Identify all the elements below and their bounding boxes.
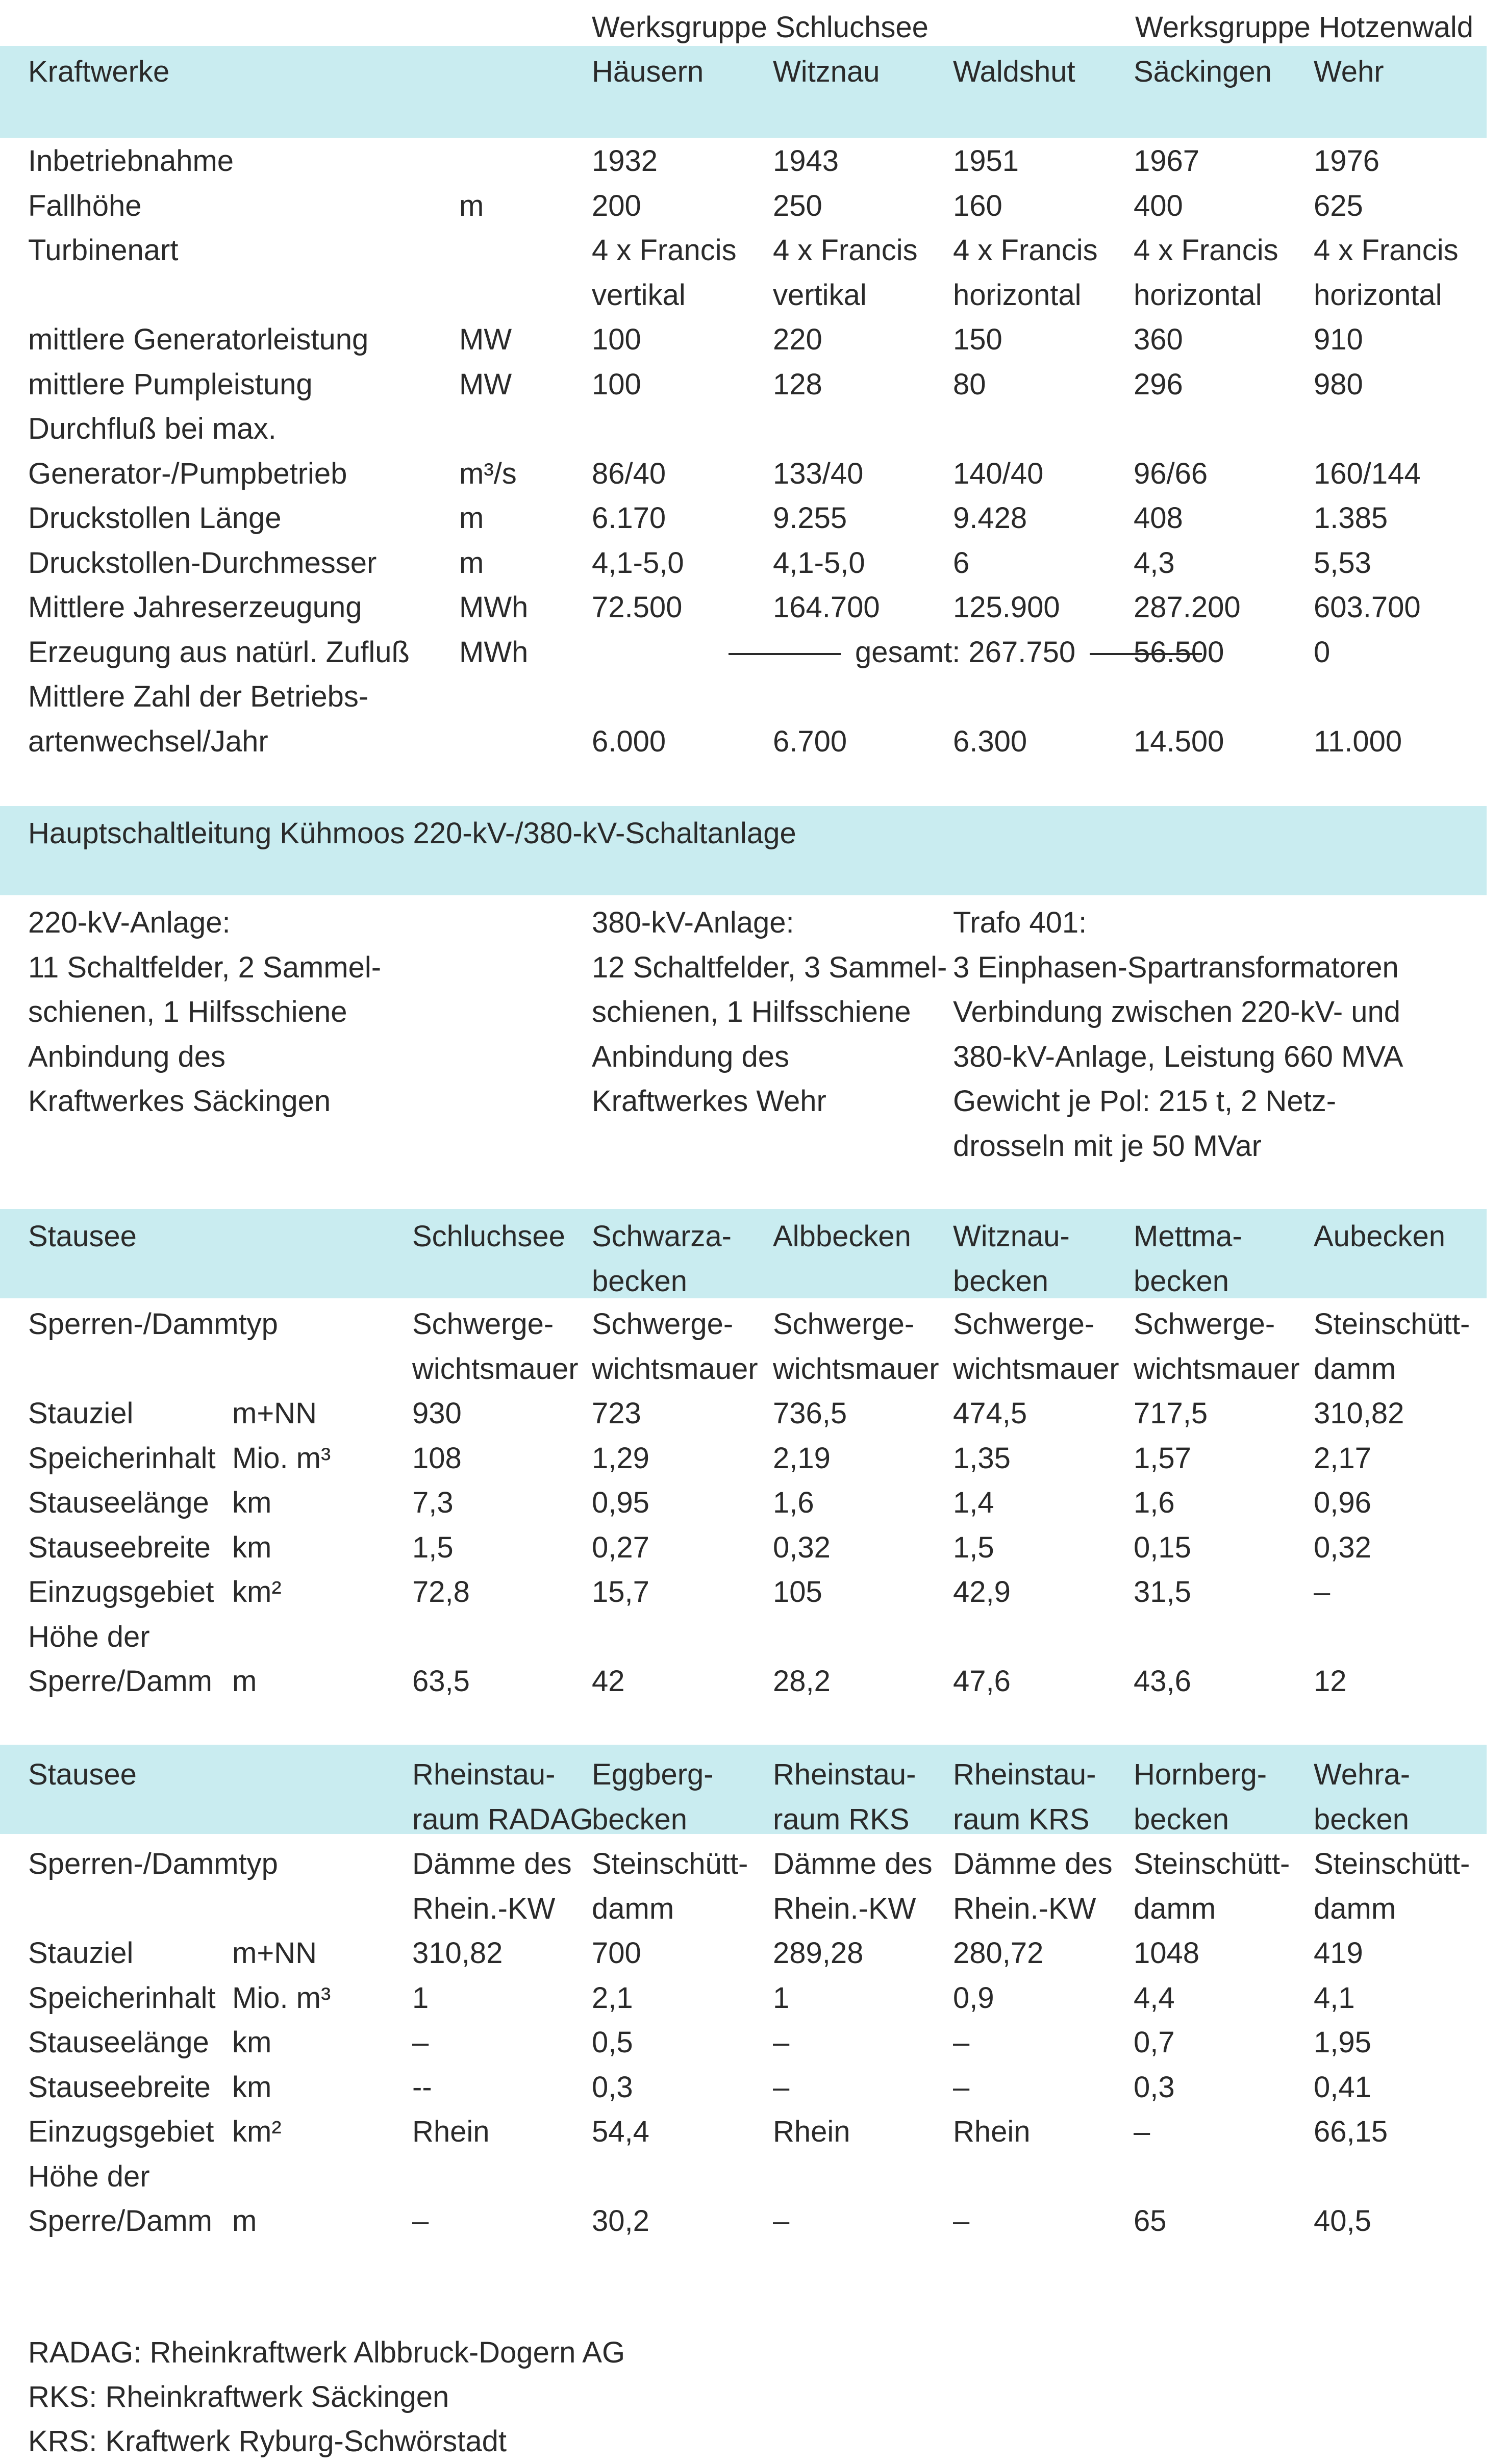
cell-value: 310,82 xyxy=(412,1937,503,1970)
cell-value: 43,6 xyxy=(1134,1665,1191,1698)
row-unit: m xyxy=(459,501,484,535)
row-unit: km xyxy=(232,1530,272,1564)
cell-value: 717,5 xyxy=(1134,1397,1208,1430)
cell-value: 54,4 xyxy=(592,2115,649,2148)
cell-value: 9.255 xyxy=(773,501,847,535)
cell-value: 72.500 xyxy=(592,591,683,624)
reservoir-name: Schluchsee xyxy=(412,1220,565,1253)
cell-value: – xyxy=(773,2070,790,2104)
row-label: Höhe der xyxy=(28,1620,150,1653)
cell-value: wichtsmauer xyxy=(773,1352,939,1386)
cell-value: damm xyxy=(1134,1892,1216,1925)
cell-value: Rhein xyxy=(953,2115,1031,2148)
cell-value: 31,5 xyxy=(1134,1575,1191,1608)
cell-value: 625 xyxy=(1314,189,1363,222)
plant-name: Wehr xyxy=(1314,55,1384,88)
row-unit: MW xyxy=(459,367,512,401)
cell-value: 164.700 xyxy=(773,591,880,624)
cell-value: wichtsmauer xyxy=(592,1352,758,1386)
row-label: Mittlere Zahl der Betriebs- xyxy=(28,680,369,713)
cell-value: 1,6 xyxy=(773,1486,814,1519)
row-label: Druckstollen-Durchmesser xyxy=(28,546,377,580)
schaltleitung-title: Hauptschaltleitung Kühmoos 220-kV-/380-kV-Schaltanlage xyxy=(28,817,796,850)
cell-value: 0,9 xyxy=(953,1981,994,2015)
cell-value: 1967 xyxy=(1134,144,1200,178)
row-label: Einzugsgebiet xyxy=(28,1575,214,1608)
cell-value: Steinschütt- xyxy=(1134,1847,1290,1880)
footnote-radag: RADAG: Rheinkraftwerk Albbruck-Dogern AG xyxy=(28,2336,625,2369)
schaltanlage-text: Kraftwerkes Säckingen xyxy=(28,1085,331,1118)
cell-value: 0 xyxy=(1314,635,1331,669)
cell-value: Schwerge- xyxy=(1134,1308,1275,1341)
cell-value: 0,41 xyxy=(1314,2070,1371,2104)
cell-value: 100 xyxy=(592,367,641,401)
cell-value: 360 xyxy=(1134,323,1183,356)
cell-value: 419 xyxy=(1314,1937,1363,1970)
row-label: Sperren-/Dammtyp xyxy=(28,1308,278,1341)
cell-value: – xyxy=(773,2026,790,2059)
cell-value: 736,5 xyxy=(773,1397,847,1430)
reservoir-name: Eggberg- xyxy=(592,1758,714,1791)
reservoir-name: Rheinstau- xyxy=(953,1758,1096,1791)
cell-value: 128 xyxy=(773,367,822,401)
cell-value: 1,6 xyxy=(1134,1486,1175,1519)
cell-value: 4 x Francis xyxy=(1314,234,1459,267)
row-unit: Mio. m³ xyxy=(232,1981,331,2015)
cell-value: 0,32 xyxy=(773,1530,831,1564)
row-label: Stauziel xyxy=(28,1397,134,1430)
cell-value: Rhein.-KW xyxy=(773,1892,916,1925)
schaltanlage-text: drosseln mit je 50 MVar xyxy=(953,1129,1262,1163)
cell-value: 1,5 xyxy=(953,1530,994,1564)
cell-value: – xyxy=(953,2026,970,2059)
footnote-rks: RKS: Rheinkraftwerk Säckingen xyxy=(28,2380,449,2413)
cell-value: 1 xyxy=(773,1981,790,2015)
reservoir-name: Hornberg- xyxy=(1134,1758,1267,1791)
cell-value: damm xyxy=(592,1892,674,1925)
cell-value: damm xyxy=(1314,1352,1396,1386)
cell-value: 42,9 xyxy=(953,1575,1011,1608)
row-unit: km² xyxy=(232,1575,282,1608)
footnote-krs: KRS: Kraftwerk Ryburg-Schwörstadt xyxy=(28,2425,507,2458)
cell-value: horizontal xyxy=(1314,278,1442,312)
cell-value: – xyxy=(953,2070,970,2104)
cell-value: 474,5 xyxy=(953,1397,1027,1430)
row-label: Durchfluß bei max. xyxy=(28,412,277,445)
cell-value: – xyxy=(412,2204,429,2237)
reservoir-name: becken xyxy=(1134,1802,1229,1836)
cell-value: 4,3 xyxy=(1134,546,1175,580)
cell-value: 160/144 xyxy=(1314,457,1421,490)
row-label: Druckstollen Länge xyxy=(28,501,282,535)
cell-value: wichtsmauer xyxy=(412,1352,579,1386)
cell-value: 66,15 xyxy=(1314,2115,1388,2148)
cell-value: 0,27 xyxy=(592,1530,649,1564)
plant-name: Waldshut xyxy=(953,55,1075,88)
cell-value: 150 xyxy=(953,323,1002,356)
cell-value: 14.500 xyxy=(1134,724,1224,758)
cell-value: 2,1 xyxy=(592,1981,633,2015)
cell-value: Dämme des xyxy=(773,1847,933,1880)
row-label: Erzeugung aus natürl. Zufluß xyxy=(28,635,410,669)
reservoir-name: Mettma- xyxy=(1134,1220,1242,1253)
row-unit: km xyxy=(232,2026,272,2059)
combined-generation-text: gesamt: 267.750 xyxy=(855,635,1076,669)
cell-value: 1943 xyxy=(773,144,839,178)
cell-value: 603.700 xyxy=(1314,591,1421,624)
reservoir-name: Rheinstau- xyxy=(773,1758,916,1791)
reservoir-name: raum KRS xyxy=(953,1802,1090,1836)
cell-value: 65 xyxy=(1134,2204,1167,2237)
reservoir-name: becken xyxy=(592,1802,688,1836)
cell-value: 9.428 xyxy=(953,501,1027,535)
header-band-stausee-1 xyxy=(0,1209,1487,1298)
cell-value: Rhein.-KW xyxy=(953,1892,1096,1925)
cell-value: 0,32 xyxy=(1314,1530,1371,1564)
row-label: Speicherinhalt xyxy=(28,1441,216,1475)
cell-value: 28,2 xyxy=(773,1665,831,1698)
reservoir-name: raum RADAG xyxy=(412,1802,593,1836)
row-label: Einzugsgebiet xyxy=(28,2115,214,2148)
cell-value: 1932 xyxy=(592,144,658,178)
cell-value: – xyxy=(953,2204,970,2237)
cell-value: 0,15 xyxy=(1134,1530,1191,1564)
row-unit: MWh xyxy=(459,635,529,669)
plant-name: Häusern xyxy=(592,55,704,88)
schaltanlage-text: Gewicht je Pol: 215 t, 2 Netz- xyxy=(953,1085,1337,1118)
cell-value: 47,6 xyxy=(953,1665,1011,1698)
cell-value: horizontal xyxy=(1134,278,1262,312)
cell-value: wichtsmauer xyxy=(953,1352,1119,1386)
cell-value: 4,4 xyxy=(1134,1981,1175,2015)
cell-value: 289,28 xyxy=(773,1937,864,1970)
cell-value: 287.200 xyxy=(1134,591,1241,624)
cell-value: Schwerge- xyxy=(592,1308,734,1341)
cell-value: 4,1 xyxy=(1314,1981,1355,2015)
row-unit: m+NN xyxy=(232,1397,317,1430)
cell-value: Steinschütt- xyxy=(1314,1308,1470,1341)
cell-value: 4 x Francis xyxy=(953,234,1098,267)
cell-value: 4 x Francis xyxy=(773,234,918,267)
row-label: Mittlere Jahreserzeugung xyxy=(28,591,362,624)
cell-value: 6.170 xyxy=(592,501,666,535)
cell-value: Rhein xyxy=(773,2115,850,2148)
cell-value: Schwerge- xyxy=(773,1308,915,1341)
cell-value: 400 xyxy=(1134,189,1183,222)
cell-value: 133/40 xyxy=(773,457,864,490)
cell-value: 0,3 xyxy=(1134,2070,1175,2104)
plant-name: Säckingen xyxy=(1134,55,1272,88)
cell-value: 2,17 xyxy=(1314,1441,1371,1475)
plant-name: Witznau xyxy=(773,55,880,88)
schaltanlage-text: 220-kV-Anlage: xyxy=(28,906,231,939)
cell-value: 105 xyxy=(773,1575,822,1608)
cell-value: 1 xyxy=(412,1981,429,2015)
cell-value: 0,95 xyxy=(592,1486,649,1519)
schaltanlage-text: Kraftwerkes Wehr xyxy=(592,1085,826,1118)
row-label: Sperren-/Dammtyp xyxy=(28,1847,278,1880)
cell-value: 1,95 xyxy=(1314,2026,1371,2059)
row-label: Stauseelänge xyxy=(28,2026,209,2059)
stausee-1-header-label: Stausee xyxy=(28,1220,137,1253)
group-label-hotzenwald: Werksgruppe Hotzenwald xyxy=(1135,11,1474,44)
cell-value: 930 xyxy=(412,1397,462,1430)
cell-value: 310,82 xyxy=(1314,1397,1404,1430)
cell-value: 63,5 xyxy=(412,1665,470,1698)
cell-value: 6 xyxy=(953,546,970,580)
cell-value: 4 x Francis xyxy=(592,234,737,267)
row-unit: km² xyxy=(232,2115,282,2148)
row-label: Fallhöhe xyxy=(28,189,142,222)
cell-value: 15,7 xyxy=(592,1575,649,1608)
row-label: Sperre/Damm xyxy=(28,2204,212,2237)
cell-value: 1,5 xyxy=(412,1530,454,1564)
row-label: Inbetriebnahme xyxy=(28,144,234,178)
stausee-2-header-label: Stausee xyxy=(28,1758,137,1791)
cell-value: Dämme des xyxy=(412,1847,572,1880)
schaltanlage-text: Anbindung des xyxy=(28,1040,225,1073)
reservoir-name: becken xyxy=(953,1264,1049,1298)
cell-value: 6.700 xyxy=(773,724,847,758)
cell-value: 5,53 xyxy=(1314,546,1371,580)
row-unit: MWh xyxy=(459,591,529,624)
cell-value: 100 xyxy=(592,323,641,356)
row-unit: MW xyxy=(459,323,512,356)
cell-value: 408 xyxy=(1134,501,1183,535)
kraftwerke-header-label: Kraftwerke xyxy=(28,55,170,88)
cell-value: Rhein xyxy=(412,2115,490,2148)
reservoir-name: Aubecken xyxy=(1314,1220,1445,1253)
row-label: Höhe der xyxy=(28,2159,150,2193)
row-label: mittlere Pumpleistung xyxy=(28,367,313,401)
schaltanlage-text: schienen, 1 Hilfsschiene xyxy=(592,995,911,1028)
span-dash-left xyxy=(729,653,841,655)
cell-value: 40,5 xyxy=(1314,2204,1371,2237)
schaltanlage-text: 3 Einphasen-Spartransformatoren xyxy=(953,950,1399,984)
reservoir-name: becken xyxy=(592,1264,688,1298)
row-label: mittlere Generatorleistung xyxy=(28,323,369,356)
reservoir-name: becken xyxy=(1134,1264,1229,1298)
cell-value: 12 xyxy=(1314,1665,1347,1698)
row-unit: m xyxy=(232,2204,257,2237)
row-unit: m+NN xyxy=(232,1937,317,1970)
cell-value: 1,4 xyxy=(953,1486,994,1519)
cell-value: 1,57 xyxy=(1134,1441,1191,1475)
cell-value: 160 xyxy=(953,189,1002,222)
cell-value: – xyxy=(773,2204,790,2237)
cell-value: 30,2 xyxy=(592,2204,649,2237)
row-label: Sperre/Damm xyxy=(28,1665,212,1698)
row-unit: km xyxy=(232,1486,272,1519)
cell-value: 1976 xyxy=(1314,144,1380,178)
row-label: Stauseelänge xyxy=(28,1486,209,1519)
cell-value: Steinschütt- xyxy=(592,1847,748,1880)
cell-value: 125.900 xyxy=(953,591,1060,624)
cell-value: 1.385 xyxy=(1314,501,1388,535)
cell-value: 86/40 xyxy=(592,457,666,490)
cell-value: 96/66 xyxy=(1134,457,1208,490)
cell-value: 6.000 xyxy=(592,724,666,758)
cell-value: wichtsmauer xyxy=(1134,1352,1300,1386)
cell-value: 108 xyxy=(412,1441,462,1475)
cell-value: 220 xyxy=(773,323,822,356)
cell-value: 4,1-5,0 xyxy=(592,546,684,580)
row-label: Stauziel xyxy=(28,1937,134,1970)
row-label: Turbinenart xyxy=(28,234,179,267)
row-unit: m xyxy=(232,1665,257,1698)
reservoir-name: Witznau- xyxy=(953,1220,1070,1253)
reservoir-name: Wehra- xyxy=(1314,1758,1411,1791)
cell-value: – xyxy=(1134,2115,1150,2148)
cell-value: Rhein.-KW xyxy=(412,1892,556,1925)
cell-value: 1048 xyxy=(1134,1937,1200,1970)
cell-value: damm xyxy=(1314,1892,1396,1925)
cell-value: 6.300 xyxy=(953,724,1027,758)
row-unit: m xyxy=(459,189,484,222)
cell-value: Schwerge- xyxy=(412,1308,554,1341)
cell-value: 11.000 xyxy=(1314,724,1402,758)
cell-value: 250 xyxy=(773,189,822,222)
cell-value: 56.500 xyxy=(1134,635,1224,669)
schaltanlage-text: Verbindung zwischen 220-kV- und xyxy=(953,995,1401,1028)
schaltanlage-text: 380-kV-Anlage: xyxy=(592,906,794,939)
schaltanlage-text: 12 Schaltfelder, 3 Sammel- xyxy=(592,950,947,984)
schaltanlage-text: 380-kV-Anlage, Leistung 660 MVA xyxy=(953,1040,1403,1073)
cell-value: 280,72 xyxy=(953,1937,1044,1970)
row-label: artenwechsel/Jahr xyxy=(28,724,268,758)
cell-value: 200 xyxy=(592,189,641,222)
cell-value: 980 xyxy=(1314,367,1363,401)
cell-value: 723 xyxy=(592,1397,641,1430)
reservoir-name: becken xyxy=(1314,1802,1410,1836)
row-unit: km xyxy=(232,2070,272,2104)
cell-value: 0,5 xyxy=(592,2026,633,2059)
row-label: Speicherinhalt xyxy=(28,1981,216,2015)
row-unit: m³/s xyxy=(459,457,517,490)
cell-value: 0,7 xyxy=(1134,2026,1175,2059)
schaltanlage-text: 11 Schaltfelder, 2 Sammel- xyxy=(28,950,382,984)
group-label-schluchsee: Werksgruppe Schluchsee xyxy=(592,11,928,44)
cell-value: 0,96 xyxy=(1314,1486,1371,1519)
cell-value: Dämme des xyxy=(953,1847,1113,1880)
cell-value: vertikal xyxy=(592,278,686,312)
cell-value: 700 xyxy=(592,1937,641,1970)
cell-value: vertikal xyxy=(773,278,867,312)
schaltanlage-text: Trafo 401: xyxy=(953,906,1087,939)
row-label: Stauseebreite xyxy=(28,2070,211,2104)
cell-value: 140/40 xyxy=(953,457,1044,490)
reservoir-name: Schwarza- xyxy=(592,1220,732,1253)
cell-value: 1951 xyxy=(953,144,1019,178)
schaltanlage-text: Anbindung des xyxy=(592,1040,789,1073)
row-label: Stauseebreite xyxy=(28,1530,211,1564)
cell-value: Steinschütt- xyxy=(1314,1847,1470,1880)
row-unit: Mio. m³ xyxy=(232,1441,331,1475)
cell-value: – xyxy=(1314,1575,1331,1608)
cell-value: 80 xyxy=(953,367,986,401)
reservoir-name: raum RKS xyxy=(773,1802,910,1836)
cell-value: 0,3 xyxy=(592,2070,633,2104)
cell-value: -- xyxy=(412,2070,432,2104)
reservoir-name: Albbecken xyxy=(773,1220,911,1253)
cell-value: 72,8 xyxy=(412,1575,470,1608)
cell-value: 42 xyxy=(592,1665,625,1698)
reservoir-name: Rheinstau- xyxy=(412,1758,556,1791)
cell-value: horizontal xyxy=(953,278,1082,312)
cell-value: 4,1-5,0 xyxy=(773,546,865,580)
cell-value: 296 xyxy=(1134,367,1183,401)
cell-value: 2,19 xyxy=(773,1441,831,1475)
cell-value: 4 x Francis xyxy=(1134,234,1278,267)
cell-value: Schwerge- xyxy=(953,1308,1095,1341)
cell-value: – xyxy=(412,2026,429,2059)
cell-value: 1,35 xyxy=(953,1441,1011,1475)
cell-value: 1,29 xyxy=(592,1441,649,1475)
cell-value: 7,3 xyxy=(412,1486,454,1519)
row-unit: m xyxy=(459,546,484,580)
cell-value: 910 xyxy=(1314,323,1363,356)
schaltanlage-text: schienen, 1 Hilfsschiene xyxy=(28,995,347,1028)
row-label: Generator-/Pumpbetrieb xyxy=(28,457,347,490)
